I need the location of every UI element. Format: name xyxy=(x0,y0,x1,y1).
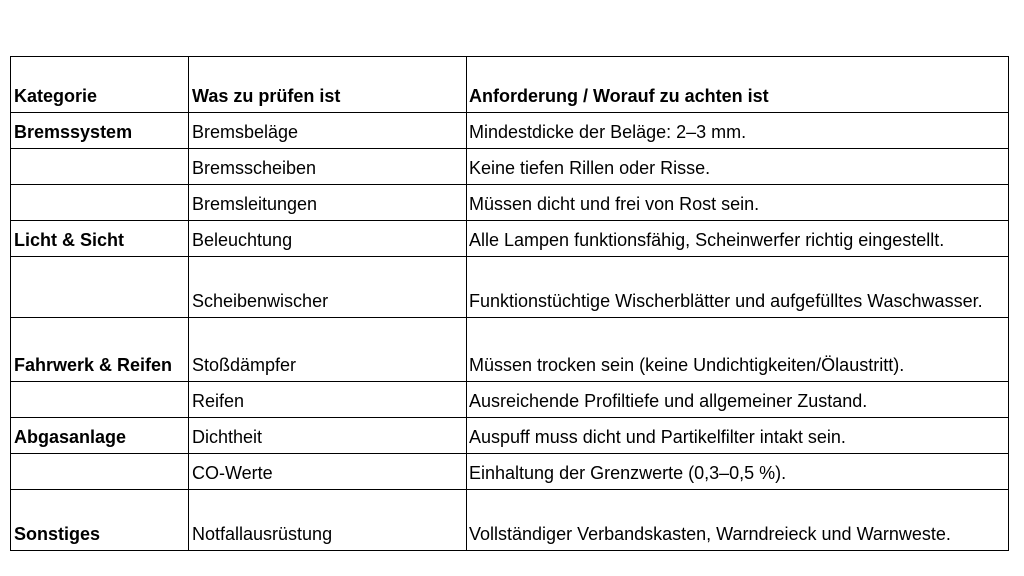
category-cell xyxy=(11,185,189,221)
check-item-cell: Dichtheit xyxy=(189,418,467,454)
requirement-cell: Keine tiefen Rillen oder Risse. xyxy=(467,149,1009,185)
category-cell: Abgasanlage xyxy=(11,418,189,454)
requirement-cell: Müssen trocken sein (keine Undichtigkeiten/Ölaustritt). xyxy=(467,318,1009,382)
requirement-cell: Ausreichende Profiltiefe und allgemeiner Zustand. xyxy=(467,382,1009,418)
table-row xyxy=(11,454,1009,490)
requirement-cell: Mindestdicke der Beläge: 2–3 mm. xyxy=(467,113,1009,149)
table-row xyxy=(11,221,1009,257)
table-row xyxy=(11,418,1009,454)
table-row xyxy=(11,257,1009,318)
category-cell: Licht & Sicht xyxy=(11,221,189,257)
category-cell: Bremssystem xyxy=(11,113,189,149)
category-cell xyxy=(11,257,189,318)
requirement-cell: Alle Lampen funktionsfähig, Scheinwerfer richtig eingestellt. xyxy=(467,221,1009,257)
table-row xyxy=(11,490,1009,551)
category-cell: Fahrwerk & Reifen xyxy=(11,318,189,382)
category-cell: Sonstiges xyxy=(11,490,189,551)
check-item-cell: CO-Werte xyxy=(189,454,467,490)
table-row xyxy=(11,185,1009,221)
header-anforderung: Anforderung / Worauf zu achten ist xyxy=(467,57,1009,113)
check-item-cell: Beleuchtung xyxy=(189,221,467,257)
check-item-cell: Bremsscheiben xyxy=(189,149,467,185)
requirement-cell: Vollständiger Verbandskasten, Warndreieck und Warnweste. xyxy=(467,490,1009,551)
requirement-cell: Auspuff muss dicht und Partikelfilter intakt sein. xyxy=(467,418,1009,454)
requirement-cell: Müssen dicht und frei von Rost sein. xyxy=(467,185,1009,221)
category-cell xyxy=(11,149,189,185)
category-cell xyxy=(11,454,189,490)
check-item-cell: Notfallausrüstung xyxy=(189,490,467,551)
category-cell xyxy=(11,382,189,418)
requirement-cell: Funktionstüchtige Wischerblätter und aufgefülltes Waschwasser. xyxy=(467,257,1009,318)
check-item-cell: Bremsleitungen xyxy=(189,185,467,221)
check-item-cell: Stoßdämpfer xyxy=(189,318,467,382)
table-header-row xyxy=(11,57,1009,113)
check-item-cell: Scheibenwischer xyxy=(189,257,467,318)
table-row xyxy=(11,318,1009,382)
header-was-zu-pruefen: Was zu prüfen ist xyxy=(189,57,467,113)
inspection-checklist-table xyxy=(10,56,1009,551)
check-item-cell: Bremsbeläge xyxy=(189,113,467,149)
checklist-sheet xyxy=(10,56,1008,551)
table-row xyxy=(11,382,1009,418)
requirement-cell: Einhaltung der Grenzwerte (0,3–0,5 %). xyxy=(467,454,1009,490)
check-item-cell: Reifen xyxy=(189,382,467,418)
table-row xyxy=(11,113,1009,149)
table-row xyxy=(11,149,1009,185)
header-kategorie: Kategorie xyxy=(11,57,189,113)
